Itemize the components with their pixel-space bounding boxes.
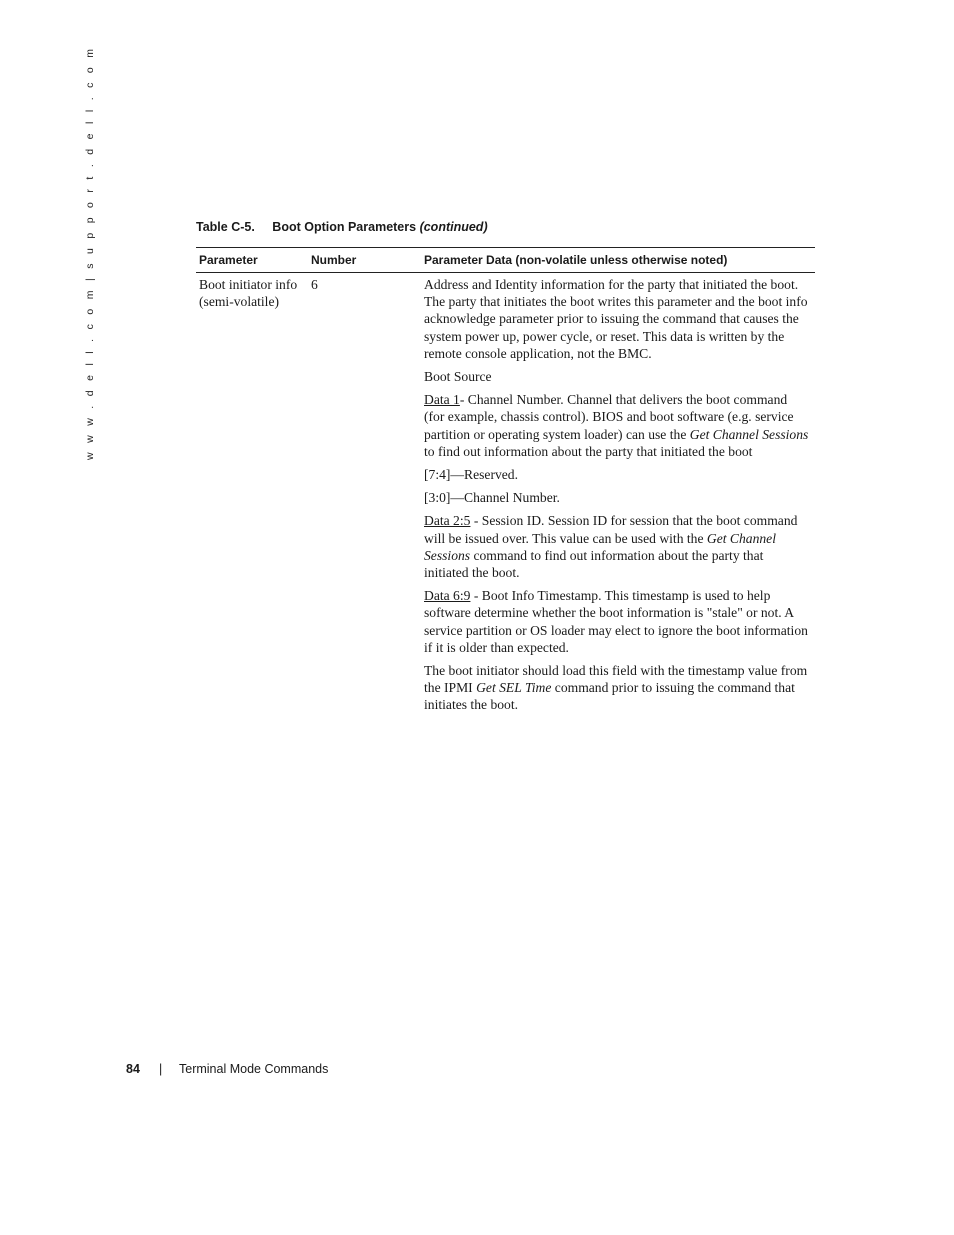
cell-parameter: Boot initiator info (semi-volatile) — [199, 277, 298, 310]
footer-separator: | — [159, 1062, 163, 1076]
data-6-9-text: - Boot Info Timestamp. This timestamp is used to help software determine whether the boot information is "stale" or not. A service partition or OS loader may elect to ignore the boot information if it is older than expected. — [424, 588, 808, 655]
data-2-5-text-end: command to find out information about the party that initiated the boot. — [424, 547, 764, 581]
side-website-url: w w w . d e l l . c o m | s u p p o r t . d e l l . c o m — [84, 45, 96, 460]
data-2-5-command: Get Channel Sessions — [424, 530, 776, 563]
table-continued: (continued) — [419, 220, 488, 234]
data-2-5-label: Data 2:5 — [424, 513, 471, 529]
paragraph-channel-bits: [3:0]—Channel Number. — [424, 490, 560, 506]
data-1-text-end: to find out information about the party that initiated the boot — [424, 443, 753, 459]
table-header-row — [196, 247, 815, 273]
cell-parameter-data — [424, 276, 810, 720]
data-2-5-text: - Session ID. Session ID for session that the boot command will be issued over. This value can be used with the — [424, 513, 798, 546]
data-1-label: Data 1 — [424, 392, 460, 408]
data-6-9-label: Data 6:9 — [424, 588, 471, 604]
table-number: Table C-5. — [196, 220, 255, 234]
cell-number: 6 — [311, 277, 318, 292]
paragraph-reserved-bits: [7:4]—Reserved. — [424, 467, 518, 483]
paragraph-boot-source: Boot Source — [424, 369, 492, 385]
timestamp-note-text-end: command prior to issuing the command that initiates the boot. — [424, 680, 795, 713]
table-name: Boot Option Parameters — [272, 220, 417, 234]
data-1-command: Get Channel Sessions — [689, 426, 809, 442]
header-number: Number — [311, 253, 357, 267]
data-1-text: - Channel Number. Channel that delivers the boot command (for example, chassis control). BIOS and boot software (e.g. service partition or operating system loader) can use the — [424, 392, 794, 442]
boot-option-parameters-table — [196, 247, 815, 713]
paragraph-data-1 — [424, 391, 810, 460]
paragraph-description: Address and Identity information for the party that initiated the boot. The party that initiates the boot writes this parameter and the boot info acknowledge parameter prior to issuing the command that causes the system power up, power cycle, or reset. This data is written by the remote console application, not the BMC. — [424, 277, 808, 361]
table-caption — [196, 220, 488, 234]
timestamp-note-text: The boot initiator should load this field with the timestamp value from the IPMI — [424, 663, 808, 696]
timestamp-note-command: Get SEL Time — [476, 680, 552, 696]
page-number: 84 — [126, 1062, 140, 1076]
section-title: Terminal Mode Commands — [179, 1062, 329, 1076]
paragraph-timestamp-note — [424, 662, 810, 714]
header-parameter-data: Parameter Data (non-volatile unless otherwise noted) — [424, 253, 728, 267]
paragraph-data-2-5 — [424, 512, 810, 581]
paragraph-data-6-9 — [424, 587, 810, 656]
header-parameter: Parameter — [199, 253, 258, 267]
